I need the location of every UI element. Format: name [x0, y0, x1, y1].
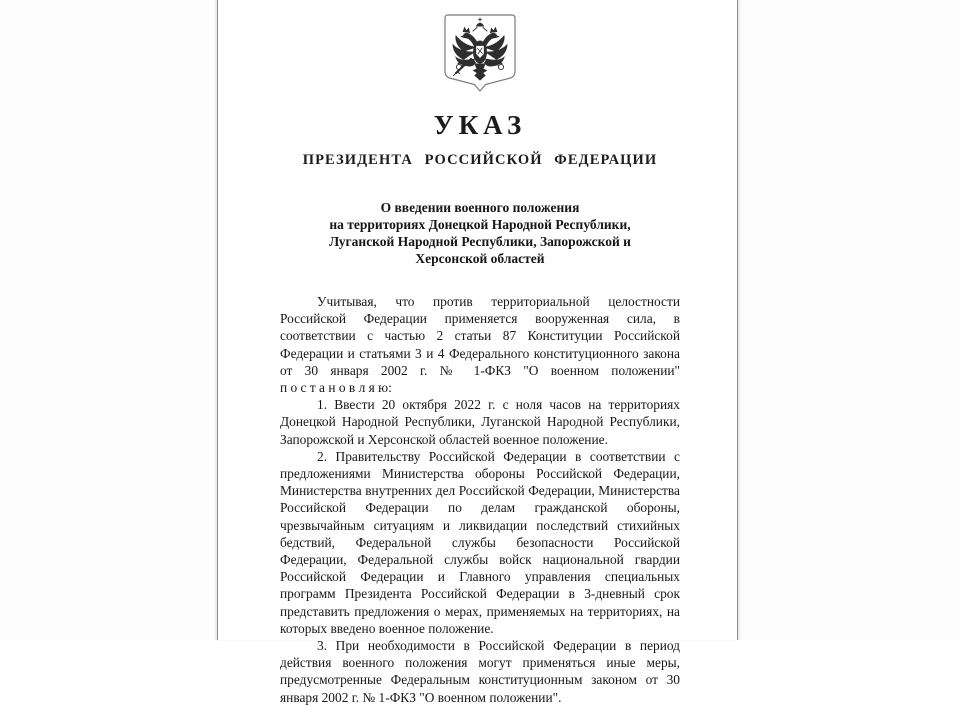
decree-subject [280, 199, 680, 267]
decree-content [218, 14, 737, 705]
decree-paragraph-3: 3. При необходимости в Российской Федерации в период действия военного положения могут применяться иные меры, предусмотренные Федеральным конституционным законом от 30 января 2002 г. № 1-ФКЗ "О военном положении". [280, 638, 680, 705]
subject-line: на территориях Донецкой Народной Республики, [329, 217, 631, 232]
decree-paragraph-1: 1. Ввести 20 октября 2022 г. с ноля часов на территориях Донецкой Народной Республики, Луганской Народной Республики, Запорожской и Херсонской областей военное положение. [280, 397, 680, 447]
decree-title: УКАЗ [433, 110, 527, 140]
subject-line: Херсонской областей [415, 251, 545, 266]
subject-line: О введении военного положения [380, 200, 580, 215]
decree-page [217, 0, 738, 705]
coat-of-arms-icon [444, 14, 516, 98]
decree-body [280, 293, 680, 706]
decree-issuer: ПРЕЗИДЕНТА РОССИЙСКОЙ ФЕДЕРАЦИИ [302, 152, 658, 168]
decree-paragraph-2: 2. Правительству Российской Федерации в соответствии с предложениями Министерства обороны Российской Федерации, Министерства внутренних дел Российской Федерации, Министерства Российской Федерации по делам гражданской обороны, чрезвычайным ситуациям и ликвидации последствий стихийных бедствий, Федеральной службы безопасности Российской Федерации, Федеральной службы войск национальной гвардии Российской Федерации и Главного управления специальных программ Президента Российской Федерации в 3-дневный срок представить предложения о мерах, применяемых на территориях, на которых введено военное положение. [280, 448, 680, 636]
decree-paragraph-preamble: Учитывая, что против территориальной целостности Российской Федерации применяется вооруженная сила, в соответствии с частью 2 статьи 87 Конституции Российской Федерации и статьями 3 и 4 Федерального конституционного закона от 30 января 2002 г. № 1-ФКЗ "О военном положении" п о с т а н о в л я ю: [280, 294, 680, 396]
subject-line: Луганской Народной Республики, Запорожской и [329, 234, 631, 249]
